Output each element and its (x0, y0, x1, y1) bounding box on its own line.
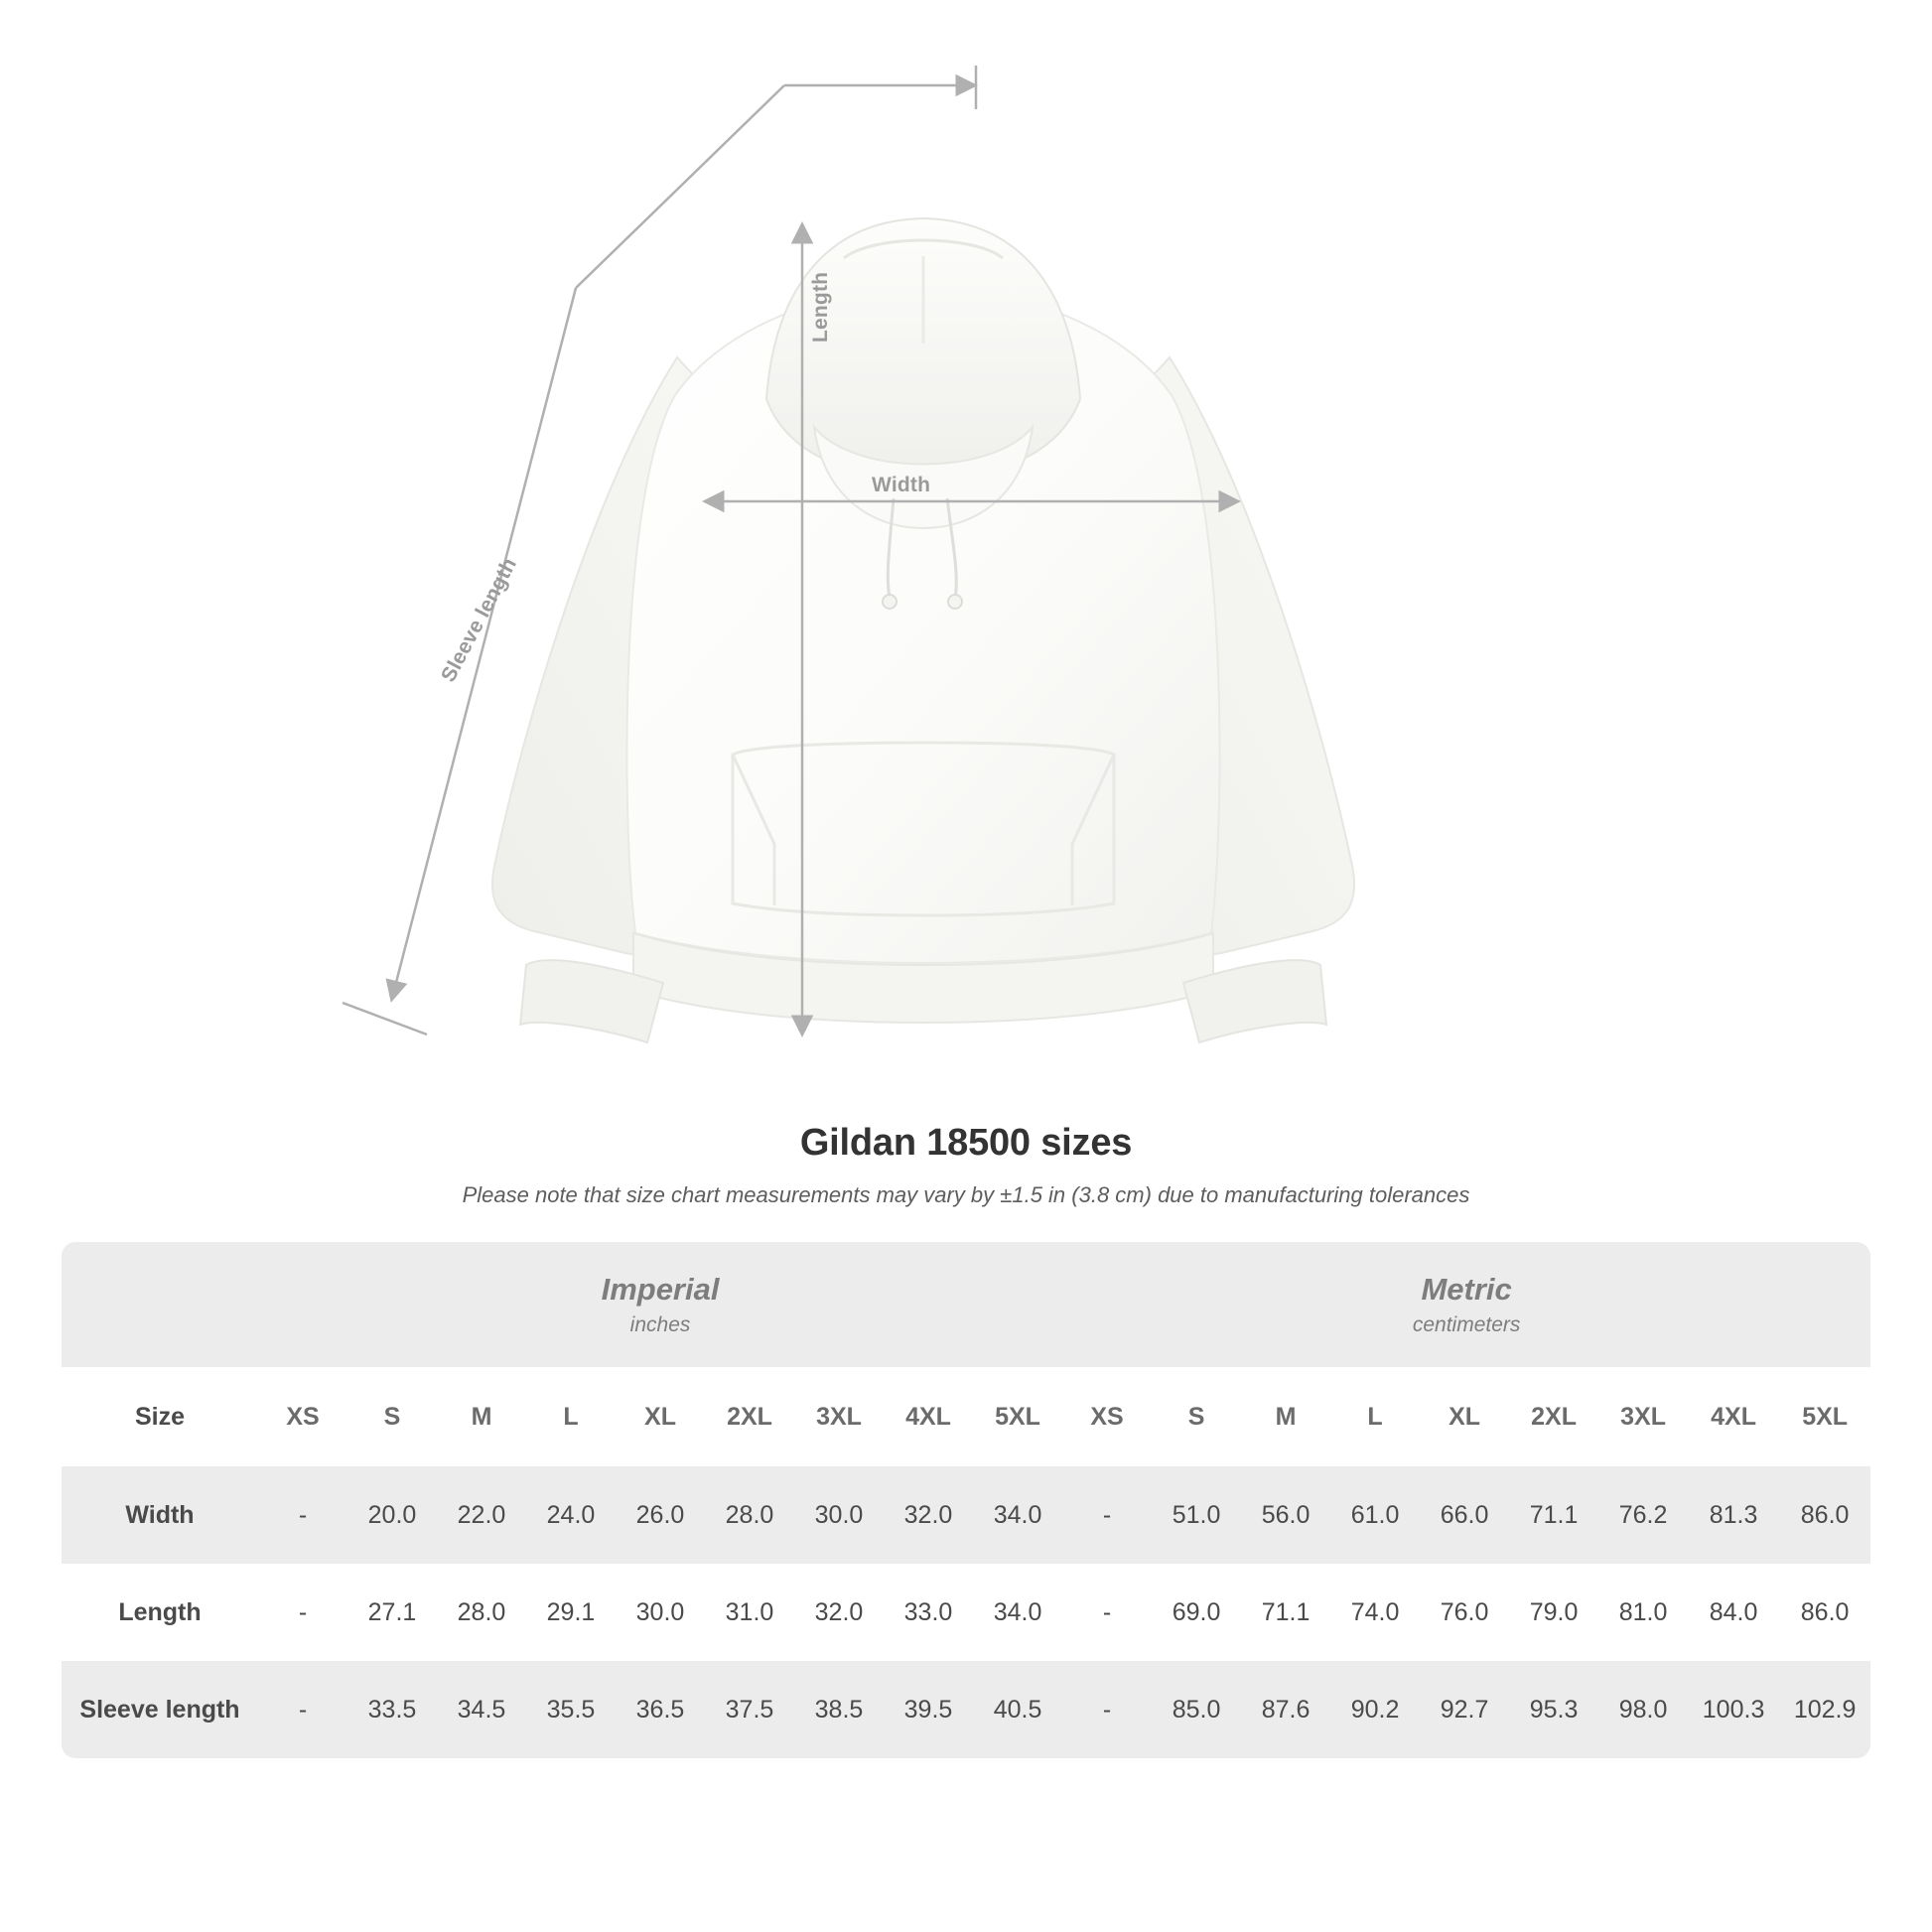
table-row (62, 1564, 1870, 1661)
cell-length-metric-s: 69.0 (1172, 1597, 1221, 1626)
unit-system-imperial: Imperial (601, 1272, 720, 1307)
size-header-metric-5xl: 5XL (1779, 1367, 1870, 1466)
size-header-metric-xs: XS (1062, 1367, 1152, 1466)
cell-width-imperial-xl: 26.0 (616, 1466, 705, 1564)
cell-length-metric-xl: 76.0 (1440, 1597, 1489, 1626)
cell-sleeve-metric-m: 87.6 (1241, 1661, 1330, 1758)
size-header-imperial-3xl: 3XL (794, 1367, 884, 1466)
size-header-metric-l: L (1330, 1367, 1420, 1466)
size-header-imperial-5xl: 5XL (973, 1367, 1062, 1466)
unit-units-metric: centimeters (1412, 1313, 1521, 1336)
diagram-label-length: Length (809, 271, 832, 343)
cell-length-imperial-xl: 30.0 (635, 1597, 685, 1626)
size-header-metric-xl: XL (1420, 1367, 1509, 1466)
size-header-metric-4xl: 4XL (1688, 1367, 1779, 1466)
cell-sleeve-metric-3xl: 98.0 (1598, 1661, 1688, 1758)
cell-width-imperial-m: 22.0 (437, 1466, 526, 1564)
size-header-row (62, 1367, 1870, 1466)
cell-width-metric-s: 51.0 (1152, 1466, 1241, 1564)
cell-width-imperial-5xl: 34.0 (973, 1466, 1062, 1564)
size-header-imperial-xl: XL (616, 1367, 705, 1466)
cell-length-metric-l: 74.0 (1350, 1597, 1400, 1626)
unit-header-blank (62, 1242, 258, 1367)
cell-sleeve-imperial-4xl: 39.5 (884, 1661, 973, 1758)
cell-length-imperial-l: 29.1 (546, 1597, 596, 1626)
cell-length-metric-5xl: 86.0 (1800, 1597, 1850, 1626)
cell-sleeve-imperial-xs: - (258, 1661, 347, 1758)
cell-sleeve-imperial-5xl: 40.5 (973, 1661, 1062, 1758)
cell-sleeve-imperial-2xl: 37.5 (705, 1661, 794, 1758)
cell-width-imperial-l: 24.0 (526, 1466, 616, 1564)
cell-width-metric-m: 56.0 (1241, 1466, 1330, 1564)
size-header-imperial-m: M (437, 1367, 526, 1466)
cell-sleeve-imperial-m: 34.5 (437, 1661, 526, 1758)
cell-length-imperial-3xl: 32.0 (814, 1597, 864, 1626)
size-header-metric-3xl: 3XL (1598, 1367, 1688, 1466)
cell-sleeve-imperial-xl: 36.5 (616, 1661, 705, 1758)
size-header-metric-2xl: 2XL (1509, 1367, 1598, 1466)
cell-sleeve-imperial-s: 33.5 (347, 1661, 437, 1758)
cell-length-imperial-2xl: 31.0 (725, 1597, 774, 1626)
size-table-wrapper (62, 1242, 1870, 1758)
cell-width-metric-4xl: 81.3 (1688, 1466, 1779, 1564)
cell-sleeve-metric-xs: - (1062, 1661, 1152, 1758)
cell-sleeve-metric-2xl: 95.3 (1509, 1661, 1598, 1758)
cell-sleeve-imperial-l: 35.5 (526, 1661, 616, 1758)
tolerance-note: Please note that size chart measurements may vary by ±1.5 in (3.8 cm) due to manufacturing tolerances (462, 1182, 1470, 1207)
title-block (0, 1122, 1932, 1208)
size-header-label: Size (62, 1367, 258, 1466)
cell-width-imperial-2xl: 28.0 (705, 1466, 794, 1564)
cell-length-imperial-xs: - (298, 1597, 308, 1626)
size-header-imperial-l: L (526, 1367, 616, 1466)
cell-width-metric-5xl: 86.0 (1779, 1466, 1870, 1564)
cell-width-metric-xs: - (1062, 1466, 1152, 1564)
size-header-metric-m: M (1241, 1367, 1330, 1466)
cell-length-metric-xs: - (1102, 1597, 1112, 1626)
row-label-length: Length (118, 1597, 202, 1626)
cell-width-imperial-s: 20.0 (347, 1466, 437, 1564)
cell-width-metric-3xl: 76.2 (1598, 1466, 1688, 1564)
unit-header-row (62, 1242, 1870, 1367)
size-table (62, 1242, 1870, 1758)
cell-length-metric-4xl: 84.0 (1709, 1597, 1758, 1626)
unit-units-imperial: inches (629, 1313, 691, 1336)
cell-width-imperial-xs: - (258, 1466, 347, 1564)
size-header-imperial-2xl: 2XL (705, 1367, 794, 1466)
cell-sleeve-metric-xl: 92.7 (1420, 1661, 1509, 1758)
cell-length-metric-3xl: 81.0 (1618, 1597, 1668, 1626)
cell-width-metric-xl: 66.0 (1420, 1466, 1509, 1564)
cell-sleeve-imperial-3xl: 38.5 (794, 1661, 884, 1758)
cell-length-metric-m: 71.1 (1261, 1597, 1311, 1626)
size-header-imperial-xs: XS (258, 1367, 347, 1466)
diagram-label-width: Width (872, 474, 931, 496)
cell-length-metric-2xl: 79.0 (1529, 1597, 1579, 1626)
row-label-width: Width (62, 1466, 258, 1564)
table-row (62, 1661, 1870, 1758)
cell-width-metric-l: 61.0 (1330, 1466, 1420, 1564)
unit-header-metric (1062, 1242, 1870, 1367)
cell-width-metric-2xl: 71.1 (1509, 1466, 1598, 1564)
unit-system-metric: Metric (1421, 1272, 1512, 1307)
row-label-sleeve-length: Sleeve length (62, 1661, 258, 1758)
cell-sleeve-metric-5xl: 102.9 (1779, 1661, 1870, 1758)
cell-sleeve-metric-s: 85.0 (1152, 1661, 1241, 1758)
table-row (62, 1466, 1870, 1564)
diagram-label-sleeve-length: Sleeve length (437, 554, 522, 686)
size-header-imperial-s: S (347, 1367, 437, 1466)
size-header-metric-s: S (1152, 1367, 1241, 1466)
cell-length-imperial-m: 28.0 (457, 1597, 506, 1626)
unit-header-imperial (258, 1242, 1062, 1367)
size-header-imperial-4xl: 4XL (884, 1367, 973, 1466)
cell-sleeve-metric-l: 90.2 (1330, 1661, 1420, 1758)
cell-width-imperial-3xl: 30.0 (794, 1466, 884, 1564)
page-title: Gildan 18500 sizes (799, 1122, 1133, 1164)
cell-width-imperial-4xl: 32.0 (884, 1466, 973, 1564)
cell-length-imperial-5xl: 34.0 (993, 1597, 1042, 1626)
cell-length-imperial-s: 27.1 (367, 1597, 417, 1626)
cell-sleeve-metric-4xl: 100.3 (1688, 1661, 1779, 1758)
cell-length-imperial-4xl: 33.0 (903, 1597, 953, 1626)
